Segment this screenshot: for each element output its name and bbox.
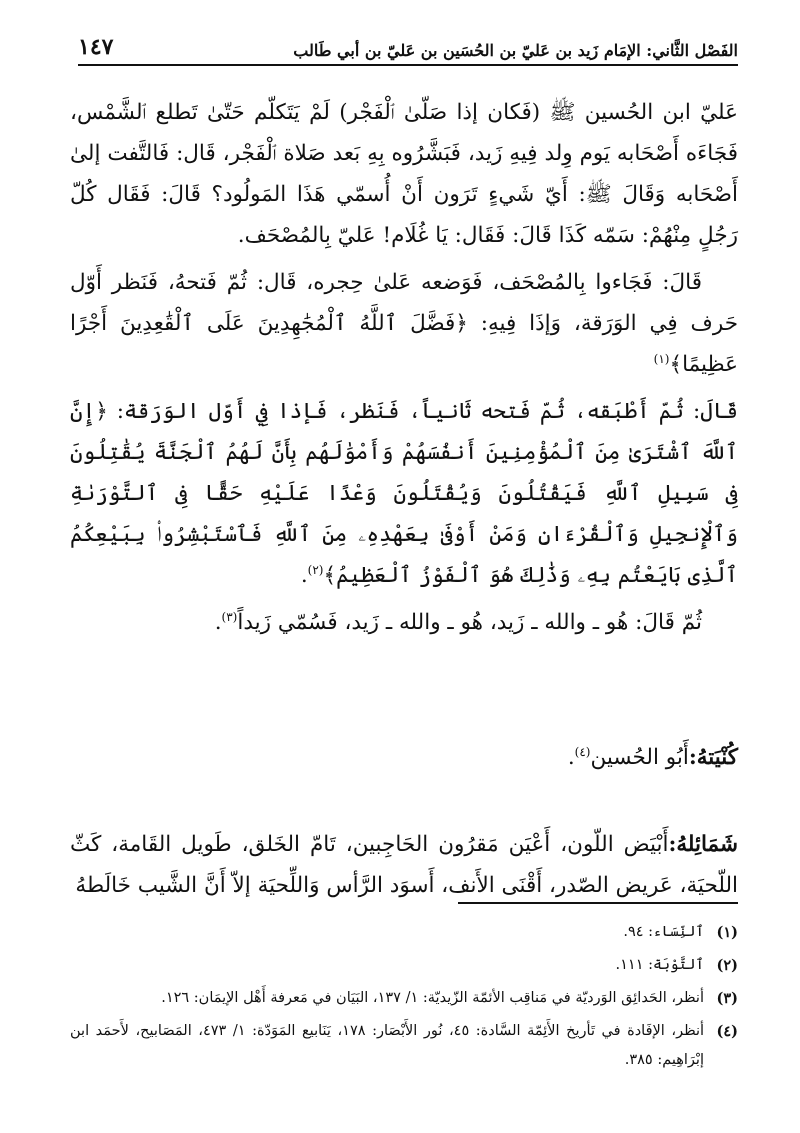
spacer: [70, 649, 738, 737]
footnote-number: (٣): [716, 990, 738, 1007]
kunya-line: كُنْيَتهُ:أَبُو الحُسين$^{(٤)}$.: [567, 744, 738, 770]
shamail-label: شَمَائِلهُ:: [668, 832, 738, 857]
footnote: [70, 1017, 738, 1075]
footnote-text: أنظر، الحَدائِق الوَرديّة في مَناقِب الأئمّة الزّيديّة: ١/ ١٣٧، البَيَان في مَعرفة أَهْل الإيمَان: ١٢٦.: [161, 990, 704, 1006]
footnote-text: ٱلتَّوْبَة: ١١١.: [615, 957, 704, 973]
footnote-number: (٤): [716, 1023, 738, 1040]
paragraph-text: قَالَ: فَجَاءوا بِالمُصْحَف، فَوَضعه عَلىٰ حِجره، قَال: ثُمّ فَتحهُ، فَنَظر أَوّل حَرف فِي الوَرَقة، وَإذَا فِيهِ: ﴿فَضَّلَ ٱللَّهُ ٱلْمُجَٰهِدِينَ عَلَى ٱلْقَٰعِدِينَ أَجْرًا عَظِيمًا﴾: [70, 270, 738, 377]
shamail-text: أَبْيَض اللّون، أَعْيَن مَقرُون الحَاجِبين، تَامّ الخَلق، طَويل القَامة، كَثّ اللّحيَة، عَريض الصّدر، أَقْنَى الأَنف، أَسوَد الرَّأس وَاللِّحيَة إلاّ أَنَّ الشَّيب خَالَطهُ: [70, 832, 738, 898]
footnote: [70, 918, 738, 947]
footnote-text: أنظر، الإفَادة في تَأريخ الأَئِمّة السَّادة: ٤٥، نُور الأَبْصَار: ١٧٨، يَنَابيع المَوَدّة: ١/ ٤٧٣، المَصَابيح، لأَحمَد ابن إبْرَاهِيم: ٣٨٥.: [70, 1023, 705, 1068]
footnote: [70, 951, 738, 980]
paragraph-second-verse: قَالَ: ثُمّ أَطْبَقه، ثُمّ فَتحه ثَانياً، فَنَظر، فَإذا فِي أَوّل الوَرَقة: ﴿إِنَّ ٱللَّهَ ٱشْتَرَىٰ مِنَ ٱلْمُؤْمِنِينَ أَنفُسَهُمْ وَأَمْوَٰلَهُم بِأَنَّ لَهُمُ ٱلْجَنَّةَ يُقَٰتِلُونَ فِى سَبِيلِ ٱللَّهِ فَيَقْتُلُونَ وَيُقْتَلُونَ وَعْدًا عَلَيْهِ حَقًّا فِى ٱلتَّوْرَىٰةِ وَٱلْإِنجِيلِ وَٱلْقُرْءَانِ وَمَنْ أَوْفَىٰ بِعَهْدِهِۦ مِنَ ٱللَّهِ فَٱسْتَبْشِرُوا۟ بِبَيْعِكُمُ ٱلَّذِى بَايَعْتُم بِهِۦ وَذَٰلِكَ هُوَ ٱلْفَوْزُ ٱلْعَظِيمُ﴾$^{(٢)}$.: [70, 399, 738, 588]
paragraph-text: ثُمّ قَالَ: هُو ـ والله ـ زَيد، هُو ـ والله ـ زَيد، فَسُمّي زَيداً: [237, 610, 702, 635]
footnote-text: ٱلنِّسَاء: ٩٤.: [623, 924, 704, 940]
paragraph-naming: ثُمّ قَالَ: هُو ـ والله ـ زَيد، هُو ـ والله ـ زَيد، فَسُمّي زَيداً$^{(٣)}$.: [214, 609, 702, 635]
paragraph-narration: عَليّ ابن الحُسين ﷺ (فَكان إذا صَلّىٰ ٱلْفَجْر) لَمْ يَتَكلّم حَتّىٰ تَطلع ٱلشَّمْس، فَجَاءَه أَصْحَابه يَوم وِلد فِيهِ زَيد، فَبَشَّرُوه بِهِ بَعد صَلاة ٱلْفَجْر، قَال: فَالتَّفت إلىٰ أَصْحَابه وَقَالَ ﷺ: أَيّ شَيءٍ تَرَون أَنْ أُسمّي هَذَا المَولُود؟ قَالَ: فَقَال كُلّ رَجُلٍ مِنْهُمْ: سَمّه كَذَا قَالَ: فَقَال: يَا غُلَام! عَليّ بِالمُصْحَف.: [70, 100, 738, 248]
spacer: [70, 784, 738, 824]
running-header: [78, 28, 738, 66]
footnote-reference: (٤): [574, 744, 591, 759]
paragraph-text: قَالَ: ثُمّ أَطْبَقه، ثُمّ فَتحه ثَانياً، فَنَظر، فَإذا فِي أَوّل الوَرَقة: ﴿إِنَّ ٱللَّهَ ٱشْتَرَىٰ مِنَ ٱلْمُؤْمِنِينَ أَنفُسَهُمْ وَأَمْوَٰلَهُم بِأَنَّ لَهُمُ ٱلْجَنَّةَ يُقَٰتِلُونَ فِى سَبِيلِ ٱللَّهِ فَيَقْتُلُونَ وَيُقْتَلُونَ وَعْدًا عَلَيْهِ حَقًّا فِى ٱلتَّوْرَىٰةِ وَٱلْإِنجِيلِ وَٱلْقُرْءَانِ وَمَنْ أَوْفَىٰ بِعَهْدِهِۦ مِنَ ٱللَّهِ فَٱسْتَبْشِرُوا۟ بِبَيْعِكُمُ ٱلَّذِى بَايَعْتُم بِهِۦ وَذَٰلِكَ هُوَ ٱلْفَوْزُ ٱلْعَظِيمُ﴾: [70, 399, 738, 588]
footnote: [70, 984, 738, 1013]
footnote-number: (١): [716, 924, 738, 941]
footnote-reference: (١): [653, 351, 670, 366]
kunya-label: كُنْيَتهُ:: [688, 745, 738, 770]
footnote-number: (٢): [716, 957, 738, 974]
page-number: ١٤٧: [78, 34, 114, 60]
kunya-value: أَبُو الحُسين: [590, 745, 689, 770]
main-text: [70, 92, 738, 912]
footnotes: [70, 918, 738, 1079]
footnote-separator: [458, 902, 738, 904]
paragraph-first-verse: [70, 262, 738, 385]
shamail-paragraph: [70, 824, 738, 906]
footnote-reference: (٢): [307, 562, 324, 577]
footnote-reference: (٣): [221, 609, 238, 624]
chapter-title: الفَصْل الثَّاني: الإمَام زَيد بن عَليّ بن الحُسَين بن عَليّ بن أبي طَالب: [293, 41, 738, 60]
